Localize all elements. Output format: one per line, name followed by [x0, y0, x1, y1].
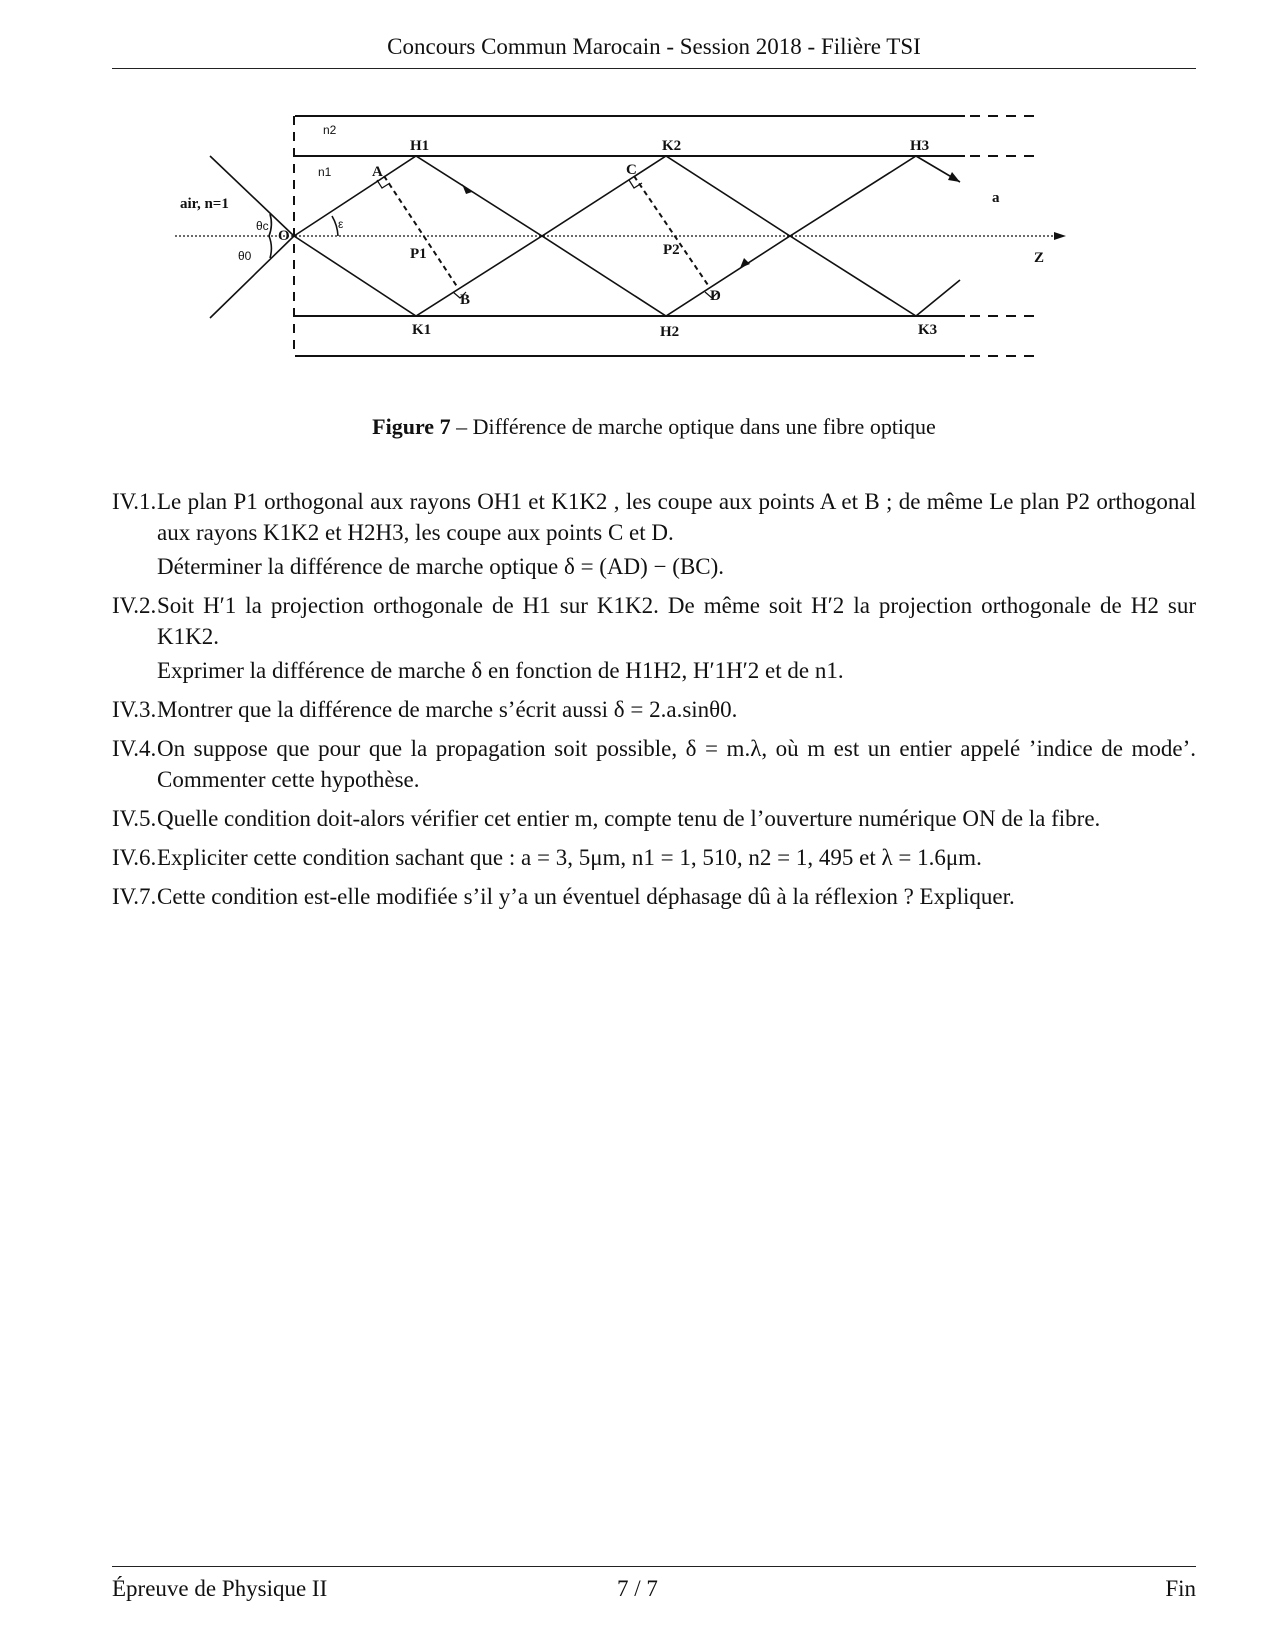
- label-K2: K2: [662, 138, 682, 154]
- label-theta-0: θ0: [238, 249, 252, 263]
- caption-text: – Différence de marche optique dans une fibre optique: [456, 414, 936, 439]
- question-number: IV.7.: [112, 884, 157, 909]
- question-extra: Déterminer la différence de marche optique δ = (AD) − (BC).: [157, 554, 725, 579]
- footer-exam-name: Épreuve de Physique II: [112, 1576, 328, 1601]
- page-header: Concours Commun Marocain - Session 2018 - Filière TSI: [387, 34, 921, 59]
- question-number: IV.1.: [112, 489, 157, 514]
- question-text: Quelle condition doit-alors vérifier cet entier m, compte tenu de l’ouverture numérique ON de la fibre.: [157, 806, 1101, 831]
- question-text: Soit H′1 la projection orthogonale de H1 sur K1K2. De même soit H′2 la projection orthogonale de H2 sur K1K2.: [157, 593, 1196, 649]
- label-D: D: [710, 288, 721, 304]
- footer-page-number: 7 / 7: [617, 1576, 658, 1601]
- question-iv6: [112, 842, 1196, 873]
- label-H3: H3: [910, 138, 930, 154]
- figure-caption: [112, 414, 1196, 440]
- label-n1: n1: [318, 165, 332, 179]
- label-n2: n2: [323, 123, 337, 137]
- question-text: Montrer que la différence de marche s’écrit aussi δ = 2.a.sinθ0.: [157, 697, 738, 722]
- label-theta-c: θc: [256, 219, 269, 233]
- footer-end: Fin: [1165, 1576, 1196, 1601]
- label-B: B: [460, 292, 471, 308]
- plane-p2: [634, 176, 710, 288]
- plane-p1: [384, 176, 458, 288]
- question-number: IV.4.: [112, 736, 157, 761]
- label-P1: P1: [410, 246, 427, 262]
- question-iv7: [112, 881, 1196, 912]
- label-H1: H1: [410, 138, 430, 154]
- label-Z: Z: [1034, 250, 1045, 266]
- question-text: On suppose que pour que la propagation soit possible, δ = m.λ, où m est un entier appelé ’indice de mode’. Commenter cette hypothèse.: [157, 736, 1196, 792]
- optical-fiber-figure: [170, 110, 1080, 375]
- question-iv2: [112, 590, 1196, 686]
- caption-label: Figure 7: [372, 414, 451, 439]
- question-iv1: [112, 486, 1196, 582]
- label-H2: H2: [660, 324, 680, 340]
- question-number: IV.5.: [112, 806, 157, 831]
- question-number: IV.2.: [112, 593, 157, 618]
- question-text: Expliciter cette condition sachant que : a = 3, 5μm, n1 = 1, 510, n2 = 1, 495 et λ = 1.6μm.: [157, 845, 982, 870]
- question-iv5: [112, 803, 1196, 834]
- header-rule: [112, 68, 1196, 69]
- question-number: IV.6.: [112, 845, 157, 870]
- label-air: air, n=1: [180, 196, 229, 212]
- question-text: Cette condition est-elle modifiée s’il y’a un éventuel déphasage dû à la réflexion ? Expliquer.: [157, 884, 1015, 909]
- label-C: C: [626, 162, 637, 178]
- label-a: a: [992, 190, 1000, 206]
- label-K3: K3: [918, 322, 938, 338]
- label-A: A: [372, 164, 383, 180]
- question-text: Le plan P1 orthogonal aux rayons OH1 et K1K2 , les coupe aux points A et B ; de même Le plan P2 orthogonal aux rayons K1K2 et H2H3, les coupe aux points C et D.: [157, 489, 1196, 545]
- question-extra: Exprimer la différence de marche δ en fonction de H1H2, H′1H′2 et de n1.: [157, 658, 844, 683]
- label-epsilon: ε: [338, 217, 344, 231]
- question-iv3: [112, 694, 1196, 725]
- label-O: O: [278, 228, 290, 244]
- footer-rule: [112, 1566, 1196, 1567]
- question-list: [112, 486, 1196, 920]
- question-iv4: [112, 733, 1196, 795]
- label-K1: K1: [412, 322, 432, 338]
- label-P2: P2: [663, 242, 680, 258]
- question-number: IV.3.: [112, 697, 157, 722]
